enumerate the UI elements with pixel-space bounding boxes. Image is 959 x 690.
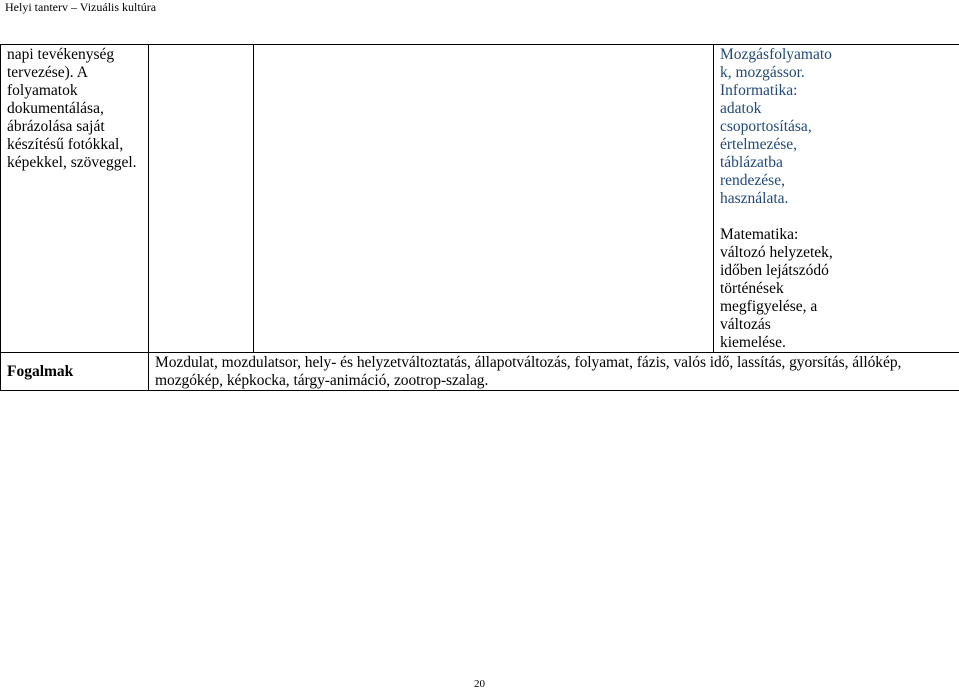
connections-line: csoportosítása, [720,118,959,136]
curriculum-table [0,44,959,391]
connections-line: megfigyelése, a [720,298,959,316]
empty-cell-3 [254,45,714,353]
empty-cell-2 [149,45,254,353]
connections-line: időben lejátszódó [720,262,959,280]
page-number: 20 [474,678,485,690]
table-row [1,45,959,353]
connections-line: adatok [720,100,959,118]
connections-line: Informatika: [720,82,959,100]
connections-line: táblázatba [720,154,959,172]
connections-line: változás [720,316,959,334]
connections-block-1 [720,46,959,208]
spacer [720,208,959,226]
page-header: Helyi tanterv – Vizuális kultúra [5,0,156,14]
connections-line: változó helyzetek, [720,244,959,262]
concepts-label: Fogalmak [1,353,149,391]
connections-line: Matematika: [720,226,959,244]
concepts-text: Mozdulat, mozdulatsor, hely- és helyzetváltoztatás, állapotváltozás, folyamat, fázis, valós idő, lassítás, gyorsítás, állókép, mozgókép, képkocka, tárgy-animáció, zootrop-szalag. [149,353,959,391]
connections-line: használata. [720,190,959,208]
connections-line: történések [720,280,959,298]
connections-line: rendezése, [720,172,959,190]
table-row [1,353,959,391]
activity-cell: napi tevékenység tervezése). A folyamatok dokumentálása, ábrázolása saját készítésű fotókkal, képekkel, szöveggel. [1,45,149,353]
connections-cell [714,45,959,353]
connections-block-2 [720,226,959,352]
connections-line: kiemelése. [720,334,959,352]
connections-line: k, mozgássor. [720,64,959,82]
connections-line: értelmezése, [720,136,959,154]
connections-line: Mozgásfolyamato [720,46,959,64]
